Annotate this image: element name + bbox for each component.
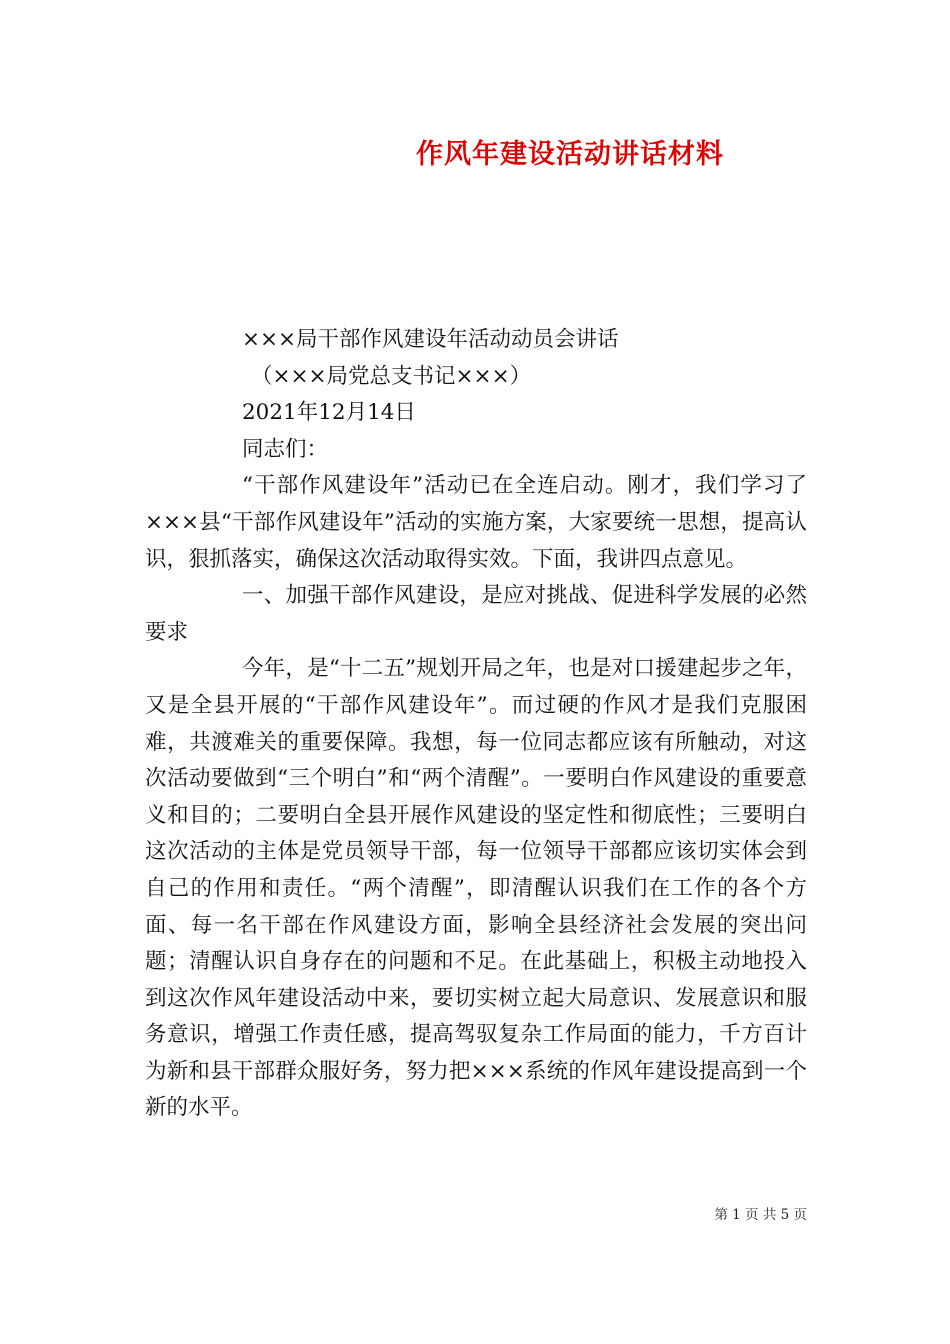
page-number: 第 1 页 共 5 页 xyxy=(714,1207,807,1223)
document-title: 作风年建设活动讲话材料 xyxy=(416,139,724,170)
paragraph-section-1: 今年，是“十二五”规划开局之年，也是对口援建起步之年，又是全县开展的“干部作风建设年”。而过硬的作风才是我们克服困难，共渡难关的重要保障。我想，每一位同志都应该有所触动，对这次活动要做到“三个明白”和“两个清醒”。一要明白作风建设的重要意义和目的；二要明白全县开展作风建设的坚定性和彻底性；三要明白这次活动的主体是党员领导干部，每一位领导干部都应该切实体会到自己的作用和责任。“两个清醒”，即清醒认识我们在工作的各个方面、每一名干部在作风建设方面，影响全县经济社会发展的突出问题；清醒认识自身存在的问题和不足。在此基础上，积极主动地投入到这次作风年建设活动中来，要切实树立起大局意识、发展意识和服务意识，增强工作责任感，提高驾驭复杂工作局面的能力，千方百计为新和县干部群众服好务，努力把×××系统的作风年建设提高到一个新的水平。 xyxy=(145,656,807,1121)
speaker-line: （×××局党总支书记×××） xyxy=(251,363,532,389)
speech-date: 2021年12月14日 xyxy=(242,400,416,426)
salutation: 同志们： xyxy=(242,436,329,462)
paragraph-intro: “干部作风建设年”活动已在全连启动。刚才，我们学习了×××县“干部作风建设年”活动的实施方案，大家要统一思想，提高认识，狠抓落实，确保这次活动取得实效。下面，我讲四点意见。 xyxy=(145,473,807,572)
section-heading-1: 一、加强干部作风建设，是应对挑战、促进科学发展的必然要求 xyxy=(145,583,807,645)
document-body xyxy=(145,322,807,1127)
speech-title: ×××局干部作风建设年活动动员会讲话 xyxy=(242,327,619,352)
